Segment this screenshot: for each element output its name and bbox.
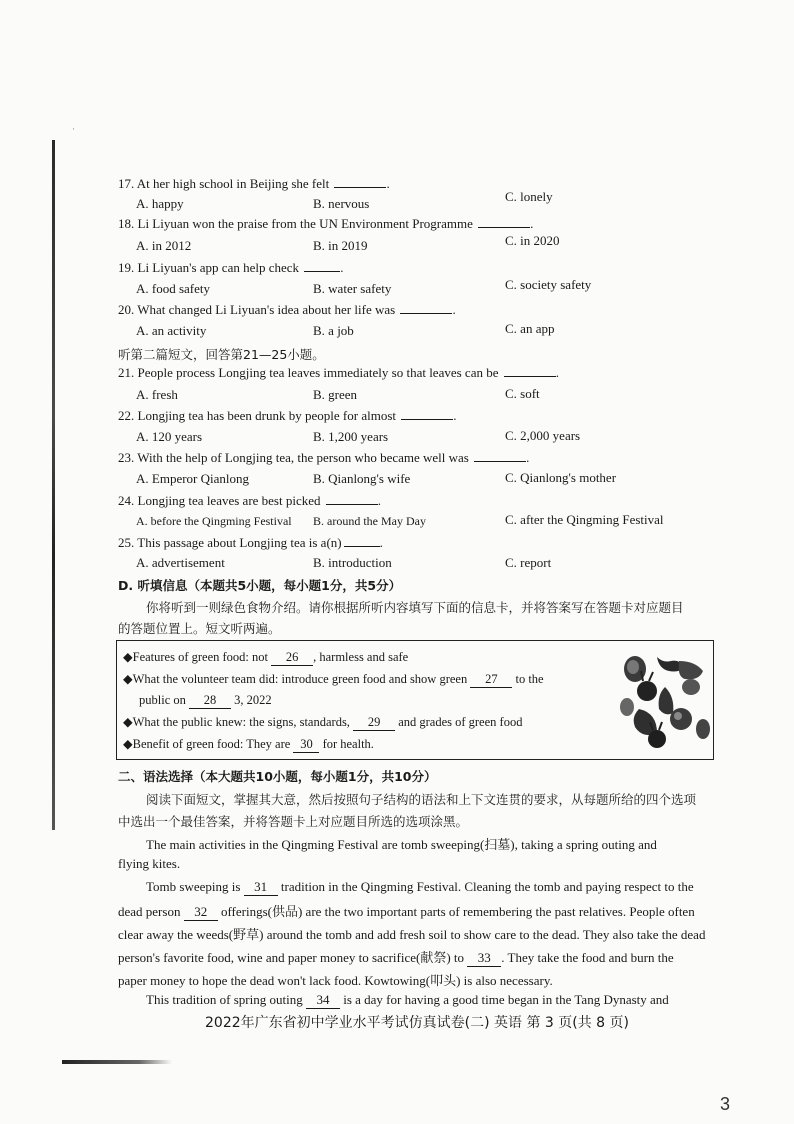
blank-27: 27 [470, 672, 512, 688]
q19-option-c: C. society safety [505, 277, 592, 292]
q22-option-b: B. 1,200 years [313, 429, 389, 444]
section-2-title: 二、语法选择（本大题共10小题，每小题1分，共10分） [118, 769, 437, 784]
blank-26: 26 [271, 650, 313, 666]
scan-bottom-mark [62, 1060, 172, 1064]
q21-option-a: A. fresh [136, 387, 178, 402]
question-20-stem: 20. What changed Li Liyuan's idea about her life was . [118, 302, 456, 317]
question-25-stem: 25. This passage about Longjing tea is a(n) . [118, 535, 383, 550]
question-18-stem: 18. Li Liyuan won the praise from the UN Environment Programme . [118, 216, 534, 231]
q20-option-c: C. an app [505, 321, 555, 336]
q23-option-b: B. Qianlong's wife [313, 471, 411, 486]
q25-option-b: B. introduction [313, 555, 392, 570]
question-19-stem: 19. Li Liyuan's app can help check . [118, 260, 344, 275]
passage-p3-line1: This tradition of spring outing 34 is a day for having a good time began in the Tang Dynasty and [146, 992, 669, 1007]
q24-option-b: B. around the May Day [313, 514, 426, 528]
scan-edge-mark [52, 140, 55, 830]
blank-29: 29 [353, 715, 395, 731]
q22-option-a: A. 120 years [136, 429, 203, 444]
q19-option-a: A. food safety [136, 281, 211, 296]
section-d-instructions-line2: 的答题位置上。短文听两遍。 [118, 621, 281, 636]
q19-option-b: B. water safety [313, 281, 392, 296]
blank-31: 31 [244, 879, 278, 896]
info-line-features: ◆Features of green food: not 26 , harmless and safe [123, 650, 409, 664]
q18-option-a: A. in 2012 [136, 238, 192, 253]
q24-option-a: A. before the Qingming Festival [136, 514, 292, 528]
blank-33: 33 [467, 950, 501, 967]
info-line-public: public on 28 3, 2022 [139, 693, 272, 707]
section-2-instructions-line2: 中选出一个最佳答案，并将答题卡上对应题目所选的选项涂黑。 [118, 814, 469, 829]
q25-option-c: C. report [505, 555, 552, 570]
q17-option-a: A. happy [136, 196, 184, 211]
q20-option-b: B. a job [313, 323, 354, 338]
q25-option-a: A. advertisement [136, 555, 225, 570]
passage-p2-line5: paper money to hope the dead won't lack food. Kowtowing(叩头) is also necessary. [118, 973, 553, 988]
section-d-instructions-line1: 你将听到一则绿色食物介绍。请你根据所听内容填写下面的信息卡，并将答案写在答题卡对应题目 [146, 600, 684, 615]
q17-option-b: B. nervous [313, 196, 370, 211]
blank-34: 34 [306, 992, 340, 1009]
info-card [116, 640, 714, 760]
page-footer: 2022年广东省初中学业水平考试仿真试卷(二) 英语 第 3 页(共 8 页) [205, 1015, 629, 1031]
blank-32: 32 [184, 904, 218, 921]
q17-option-c: C. lonely [505, 189, 553, 204]
question-17-stem: 17. At her high school in Beijing she felt . [118, 176, 390, 191]
passage-p2-line4: person's favorite food, wine and paper money to sacrifice(献祭) to 33 . They take the food and burn the [118, 950, 674, 965]
q23-option-a: A. Emperor Qianlong [136, 471, 250, 486]
page-number: 3 [720, 1094, 731, 1114]
q23-option-c: C. Qianlong's mother [505, 470, 617, 485]
q18-option-b: B. in 2019 [313, 238, 368, 253]
scan-speck: · [72, 124, 75, 134]
passage-2-heading: 听第二篇短文，回答第21—25小题。 [118, 347, 325, 362]
q18-option-c: C. in 2020 [505, 233, 560, 248]
passage-p2-line1: Tomb sweeping is 31 tradition in the Qingming Festival. Cleaning the tomb and paying respect to the [146, 879, 694, 894]
passage-p2-line2: dead person 32 offerings(供品) are the two important parts of remembering the past relatives. People often [118, 904, 695, 919]
info-line-knew: ◆What the public knew: the signs, standards, 29 and grades of green food [123, 715, 523, 729]
question-24-stem: 24. Longjing tea leaves are best picked . [118, 493, 382, 508]
question-23-stem: 23. With the help of Longjing tea, the person who became well was . [118, 450, 530, 465]
passage-p2-line3: clear away the weeds(野草) around the tomb and add fresh soil to show care to the dead. They also take the dead [118, 927, 706, 942]
passage-p1-line1: The main activities in the Qingming Festival are tomb sweeping(扫墓), taking a spring outing and [146, 837, 657, 852]
q20-option-a: A. an activity [136, 323, 207, 338]
info-line-benefit: ◆Benefit of green food: They are 30 for health. [123, 737, 374, 751]
vegetables-illustration [617, 647, 711, 755]
section-d-title: D. 听填信息（本题共5小题，每小题1分，共5分） [118, 578, 402, 593]
question-22-stem: 22. Longjing tea has been drunk by people for almost . [118, 408, 457, 423]
blank-28: 28 [189, 693, 231, 709]
question-21-stem: 21. People process Longjing tea leaves immediately so that leaves can be . [118, 365, 559, 380]
passage-p1-line2: flying kites. [118, 856, 181, 871]
info-line-volunteer: ◆What the volunteer team did: introduce green food and show green 27 to the [123, 672, 544, 686]
blank-30: 30 [293, 737, 319, 753]
q21-option-c: C. soft [505, 386, 540, 401]
q21-option-b: B. green [313, 387, 358, 402]
q24-option-c: C. after the Qingming Festival [505, 512, 664, 527]
q22-option-c: C. 2,000 years [505, 428, 581, 443]
section-2-instructions-line1: 阅读下面短文，掌握其大意，然后按照句子结构的语法和上下文连贯的要求，从每题所给的四个选项 [146, 792, 697, 807]
